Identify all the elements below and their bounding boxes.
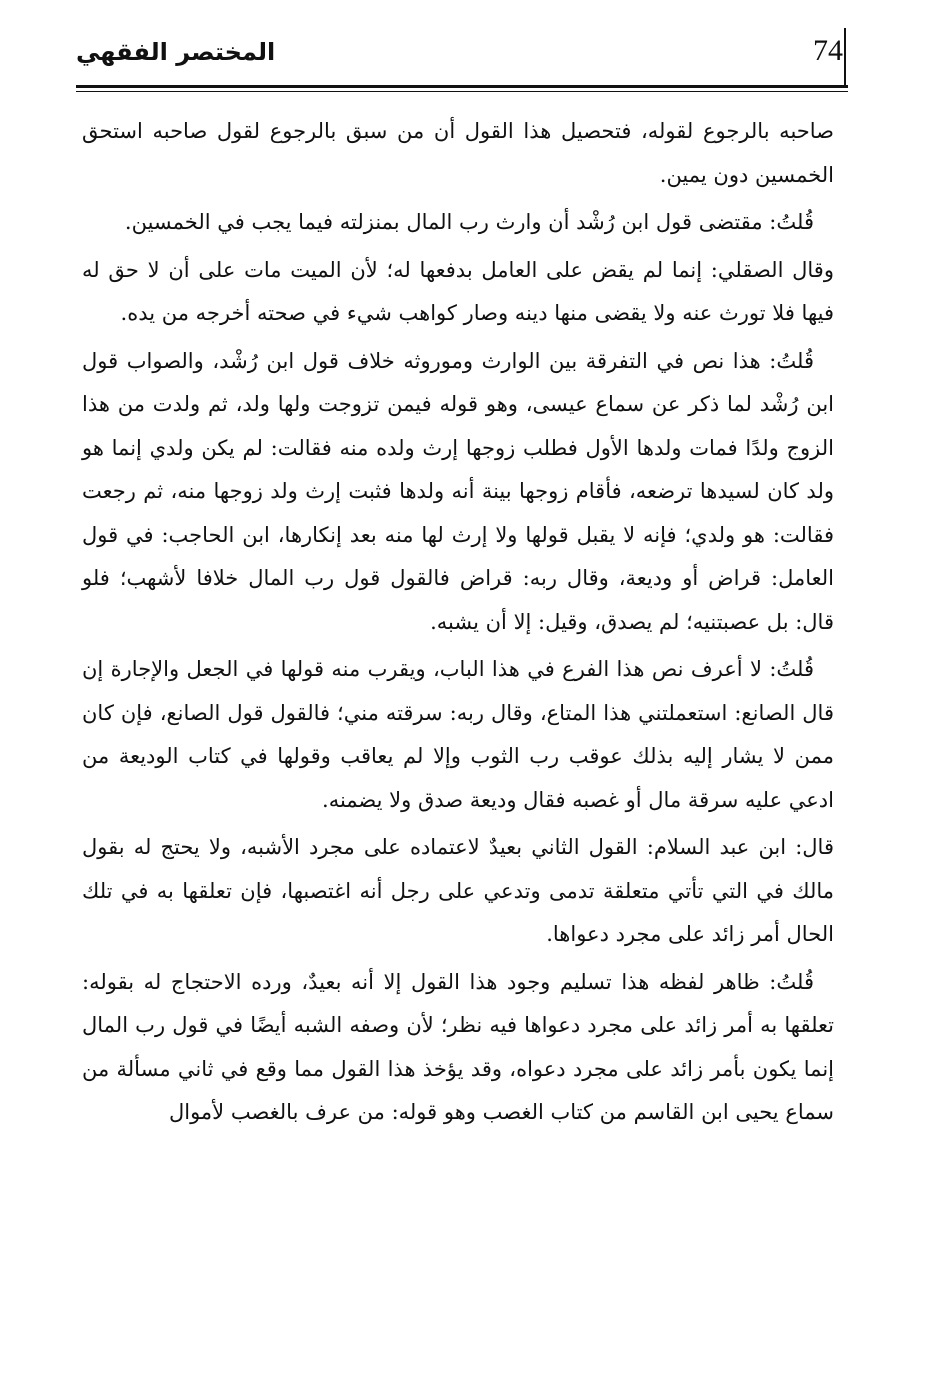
header-rule-thick [76, 85, 848, 88]
paragraph-4: قُلتُ: هذا نص في التفرقة بين الوارث وموروثه خلاف قول ابن رُشْد، والصواب قول ابن رُشْد لما ذكر عن سماع عيسى، وهو قوله فيمن تزوجت ولها ولد، ثم ولدت من هذا الزوج ولدًا فمات ولدها الأول فطلب زوجها إرث ولده منه فقالت: لم يكن ولدي إنما هو ولد كان لسيدها ترضعه، فأقام زوجها بينة أنه ولدها فثبت إرث ولد زوجها منه، ثم رجعت فقالت: هو ولدي؛ فإنه لا يقبل قولها ولا إرث لها منه بعد إنكارها، ابن الحاجب: في قول العامل: قراض أو وديعة، وقال ربه: قراض فالقول قول رب المال خلافا لأشهب؛ فلو قال: بل عصبتنيه؛ لم يصدق، وقيل: إلا أن يشبه. [82, 348, 834, 634]
page-header [76, 30, 848, 86]
paragraph-7: قُلتُ: ظاهر لفظه هذا تسليم وجود هذا القول إلا أنه بعيدٌ، ورده الاحتجاج له بقوله: تعلقها به أمر زائد على مجرد دعواها فيه نظر؛ لأن وصفه الشبه أيضًا في قول رب المال إنما يكون بأمر زائد على مجرد دعواه، وقد يؤخذ هذا القول مما وقع في ثاني مسألة من سماع يحيى ابن القاسم من كتاب الغصب وهو قوله: من عرف بالغصب لأموال [82, 969, 834, 1124]
page-body [82, 110, 834, 1139]
paragraph-3: وقال الصقلي: إنما لم يقض على العامل بدفعها له؛ لأن الميت مات على أن لا حق له فيها فلا تورث عنه ولا يقضى منها دينه وصار كواهب شيء في صحته أخرجه من يده. [82, 257, 834, 325]
paragraph-6: قال: ابن عبد السلام: القول الثاني بعيدٌ لاعتماده على مجرد الأشبه، ولا يحتج له بقول مالك في التي تأتي متعلقة تدمى وتدعي على رجل أنه اغتصبها، فإن تعلقها به في تلك الحال أمر زائد على مجرد دعواها. [82, 835, 834, 946]
paragraph-2: قُلتُ: مقتضى قول ابن رُشْد أن وارث رب المال بمنزلته فيما يجب في الخمسين. [124, 210, 814, 234]
header-rule-vertical [844, 28, 846, 88]
book-title: المختصر الفقهي [76, 38, 276, 66]
paragraph-5: قُلتُ: لا أعرف نص هذا الفرع في هذا الباب، ويقرب منه قولها في الجعل والإجارة إن قال الصانع: استعملتني هذا المتاع، وقال ربه: سرقته مني؛ فالقول قول الصانع، فإن كان ممن لا يشار إليه بذلك عوقب رب الثوب وإلا لم يعاقب وقولها في كتاب الوديعة من ادعي عليه سرقة مال أو غصبه فقال وديعة صدق ولا يضمنه. [82, 657, 834, 812]
paragraph-1: صاحبه بالرجوع لقوله، فتحصيل هذا القول أن من سبق بالرجوع لقول صاحبه استحق الخمسين دون يمين. [82, 119, 834, 187]
header-rule-thin [76, 91, 848, 92]
page-number: 74 [813, 34, 843, 67]
